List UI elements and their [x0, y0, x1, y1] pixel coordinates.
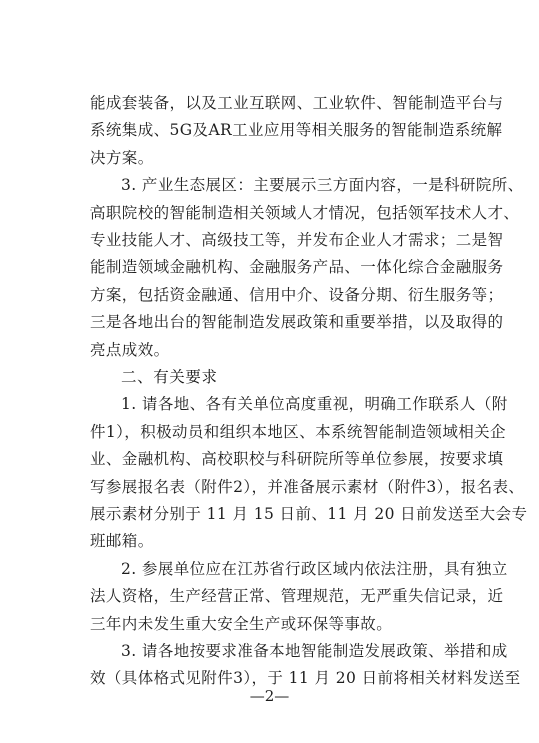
body-text-line: 专业技能人才、高级技工等，并发布企业人才需求；二是智	[90, 231, 504, 249]
body-text-line: 方案，包括资金融通、信用中介、设备分期、衍生服务等；	[90, 285, 504, 304]
body-text-line: 决方案。	[90, 148, 154, 167]
body-text-line: 高职院校的智能制造相关领域人才情况，包括领军技术人才、	[90, 203, 520, 222]
body-text-line: 写参展报名表（附件2），并准备展示素材（附件3），报名表、	[90, 477, 525, 496]
body-text-line: 能成套装备，以及工业互联网、工业软件、智能制造平台与	[90, 94, 504, 112]
body-text-line: 能制造领域金融机构、金融服务产品、一体化综合金融服务	[90, 258, 504, 277]
body-text-line: 业、金融机构、高校职校与科研院所等单位参展，按要求填	[90, 450, 504, 469]
body-text-line: 班邮箱。	[90, 532, 154, 551]
item-3-first-line: 3. 产业生态展区：主要展示三方面内容，一是科研院所、	[121, 176, 524, 195]
section-heading: 二、有关要求	[121, 368, 218, 386]
body-text-line: 亮点成效。	[90, 340, 170, 359]
requirement-1-first-line: 1. 请各地、各有关单位高度重视，明确工作联系人（附	[121, 395, 508, 414]
requirement-3-first-line: 3. 请各地按要求准备本地智能制造发展政策、举措和成	[121, 642, 508, 660]
body-text-line: 件1），积极动员和组织本地区、本系统智能制造领域相关企	[90, 422, 506, 441]
body-text-line: 展示素材分别于 11 月 15 日前、11 月 20 日前发送至大会专	[90, 505, 528, 523]
requirement-2-first-line: 2. 参展单位应在江苏省行政区域内依法注册，具有独立	[121, 559, 508, 578]
body-text-line: 法人资格，生产经营正常、管理规范，无严重失信记录，近	[90, 587, 504, 606]
page-number: —2—	[249, 687, 290, 705]
body-text-line: 三是各地出台的智能制造发展政策和重要举措，以及取得的	[90, 313, 504, 332]
body-text-line: 三年内未发生重大安全生产或环保等事故。	[90, 614, 393, 633]
body-text-line: 效（具体格式见附件3），于 11 月 20 日前将相关材料发送至	[90, 669, 521, 688]
body-text-line: 系统集成、5G及AR工业应用等相关服务的智能制造系统解	[90, 121, 503, 140]
